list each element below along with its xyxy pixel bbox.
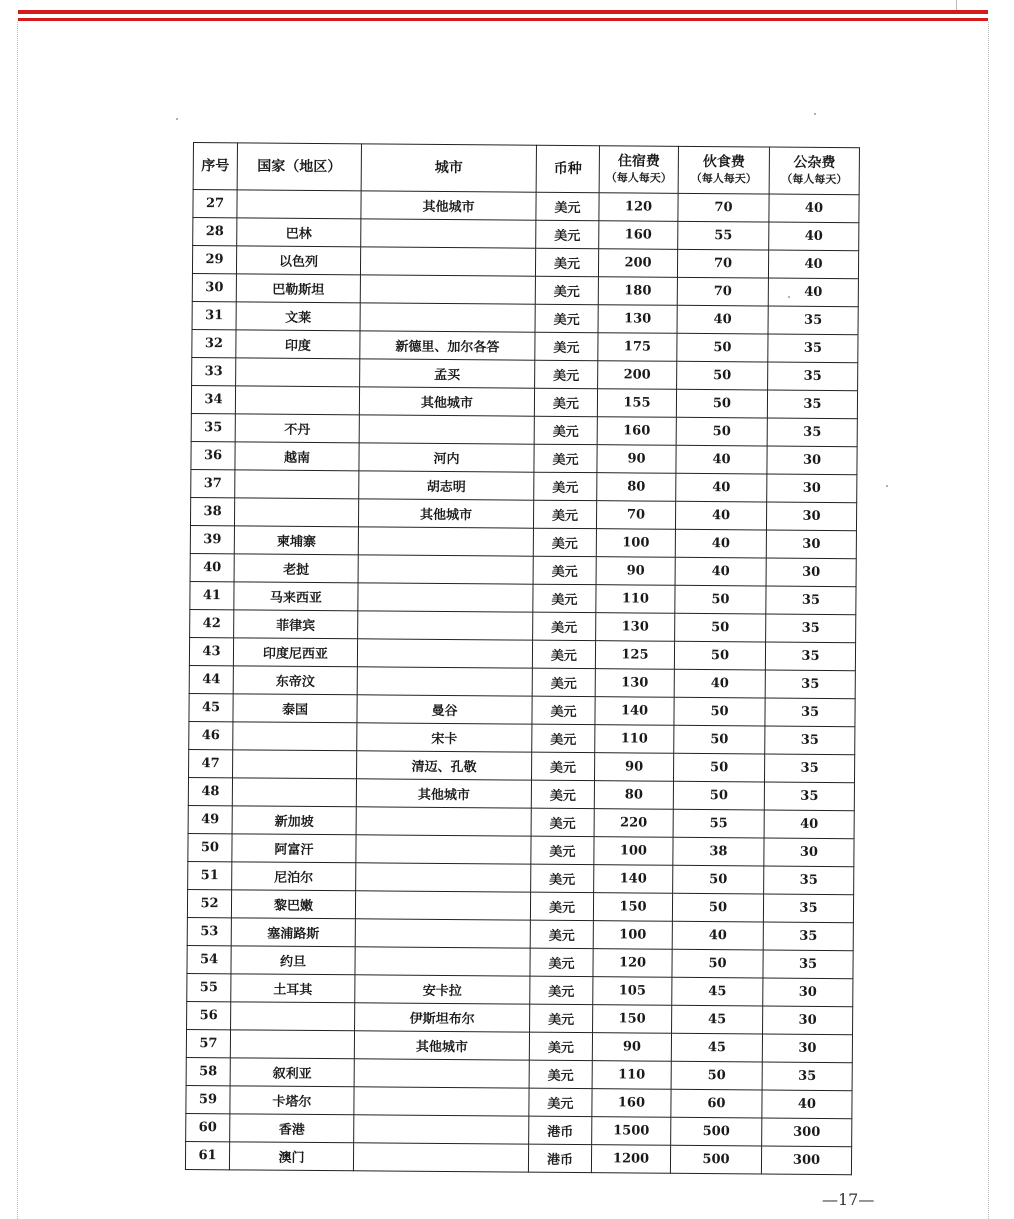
cell-meals: 50: [674, 697, 765, 726]
cell-city: [355, 891, 530, 920]
cell-currency: 美元: [531, 864, 594, 892]
cell-misc: 35: [765, 670, 855, 699]
cell-city: 胡志明: [359, 471, 534, 500]
cell-serial: 31: [192, 301, 236, 329]
cell-currency: 美元: [531, 808, 594, 836]
scan-speck: [886, 485, 888, 487]
cell-currency: 美元: [533, 612, 596, 640]
cell-serial: 52: [187, 889, 231, 917]
cell-misc: 35: [762, 1062, 852, 1091]
cell-city: [361, 219, 536, 248]
cell-country: [230, 1030, 354, 1059]
cell-serial: 33: [192, 357, 236, 385]
cell-lodging: 125: [595, 641, 674, 670]
cell-currency: 美元: [533, 500, 596, 528]
cell-misc: 30: [766, 530, 856, 559]
cell-lodging: 110: [595, 725, 674, 754]
cell-lodging: 90: [596, 557, 675, 586]
cell-currency: 美元: [535, 304, 598, 332]
cell-misc: 30: [766, 558, 856, 587]
cell-serial: 34: [191, 385, 235, 413]
cell-serial: 32: [192, 329, 236, 357]
header-lodging: 住宿费 （每人每天）: [599, 146, 678, 194]
cell-meals: 50: [674, 725, 765, 754]
cell-serial: 51: [188, 861, 232, 889]
cell-city: 伊斯坦布尔: [355, 1003, 530, 1032]
cell-serial: 61: [185, 1141, 229, 1169]
cell-lodging: 200: [598, 361, 677, 390]
cell-city: [354, 1115, 529, 1144]
cell-lodging: 90: [597, 445, 676, 474]
header-rule-bottom: [18, 18, 988, 21]
cell-serial: 47: [189, 749, 233, 777]
cell-lodging: 1200: [591, 1145, 670, 1174]
cell-serial: 27: [193, 190, 237, 218]
cell-city: [354, 1059, 529, 1088]
cell-country: 澳门: [229, 1142, 353, 1171]
cell-misc: 300: [762, 1118, 852, 1147]
cell-country: 土耳其: [231, 974, 355, 1003]
cell-currency: 美元: [535, 276, 598, 304]
cell-lodging: 110: [596, 585, 675, 614]
cell-lodging: 130: [595, 669, 674, 698]
cell-currency: 美元: [532, 696, 595, 724]
cell-country: 菲律宾: [234, 610, 358, 639]
cell-currency: 美元: [530, 976, 593, 1004]
cell-misc: 300: [761, 1146, 851, 1175]
cell-lodging: 100: [594, 837, 673, 866]
cell-serial: 53: [187, 917, 231, 945]
cell-meals: 50: [677, 333, 768, 362]
cell-city: 其他城市: [354, 1031, 529, 1060]
cell-misc: 35: [768, 362, 858, 391]
cell-meals: 45: [672, 977, 763, 1006]
scan-speck: [814, 113, 816, 115]
cell-city: [360, 275, 535, 304]
cell-meals: 40: [675, 529, 766, 558]
cell-serial: 58: [186, 1057, 230, 1085]
cell-meals: 40: [676, 445, 767, 474]
cell-meals: 50: [675, 585, 766, 614]
cell-lodging: 175: [598, 333, 677, 362]
cell-lodging: 155: [597, 389, 676, 418]
cell-city: 其他城市: [359, 387, 534, 416]
cell-misc: 35: [765, 726, 855, 755]
cell-country: 马来西亚: [234, 582, 358, 611]
cell-city: 曼谷: [357, 695, 532, 724]
cell-misc: 30: [763, 978, 853, 1007]
cell-currency: 美元: [535, 332, 598, 360]
cell-city: 其他城市: [356, 779, 531, 808]
cell-misc: 40: [769, 194, 859, 223]
cell-city: [358, 583, 533, 612]
cell-serial: 46: [189, 721, 233, 749]
cell-city: [356, 835, 531, 864]
cell-meals: 50: [672, 893, 763, 922]
header-currency: 币种: [536, 145, 599, 192]
cell-country: 以色列: [236, 246, 360, 275]
cell-serial: 29: [192, 246, 236, 274]
cell-misc: 40: [762, 1090, 852, 1119]
cell-serial: 54: [187, 945, 231, 973]
cell-city: 宋卡: [357, 723, 532, 752]
cell-city: [360, 247, 535, 276]
cell-city: [356, 807, 531, 836]
cell-misc: 40: [764, 810, 854, 839]
cell-lodging: 105: [593, 977, 672, 1006]
cell-city: [354, 1087, 529, 1116]
cell-serial: 56: [187, 1001, 231, 1029]
cell-lodging: 130: [596, 613, 675, 642]
cell-currency: 美元: [530, 892, 593, 920]
cell-city: [357, 639, 532, 668]
cell-currency: 美元: [536, 220, 599, 248]
cell-meals: 60: [671, 1089, 762, 1118]
cell-meals: 40: [674, 669, 765, 698]
cell-currency: 美元: [534, 416, 597, 444]
cell-city: [355, 947, 530, 976]
cell-currency: 美元: [534, 388, 597, 416]
cell-misc: 35: [766, 586, 856, 615]
cell-country: 尼泊尔: [232, 862, 356, 891]
cell-currency: 港币: [528, 1144, 591, 1172]
cell-serial: 37: [191, 469, 235, 497]
cell-misc: 35: [763, 894, 853, 923]
header-rule-top: [18, 10, 988, 14]
cell-meals: 40: [676, 473, 767, 502]
cell-country: 文莱: [236, 302, 360, 331]
cell-misc: 35: [765, 642, 855, 671]
cell-country: 印度: [236, 330, 360, 359]
cell-misc: 40: [769, 222, 859, 251]
cell-lodging: 160: [592, 1089, 671, 1118]
cell-currency: 美元: [530, 948, 593, 976]
cell-lodging: 150: [593, 893, 672, 922]
cell-lodging: 120: [593, 949, 672, 978]
cell-currency: 美元: [532, 668, 595, 696]
cell-country: 塞浦路斯: [231, 918, 355, 947]
cell-serial: 43: [189, 637, 233, 665]
cell-currency: 美元: [531, 752, 594, 780]
cell-misc: 30: [767, 474, 857, 503]
cell-serial: 38: [190, 497, 234, 525]
cell-country: 约旦: [231, 946, 355, 975]
cell-city: 其他城市: [358, 499, 533, 528]
cell-misc: 35: [767, 418, 857, 447]
cell-currency: 美元: [534, 472, 597, 500]
cell-currency: 美元: [533, 528, 596, 556]
header-country: 国家（地区）: [237, 143, 361, 191]
cell-city: 河内: [359, 443, 534, 472]
cell-meals: 40: [675, 557, 766, 586]
cell-country: [235, 386, 359, 415]
cell-meals: 50: [675, 613, 766, 642]
cell-meals: 45: [671, 1033, 762, 1062]
cell-serial: 40: [190, 553, 234, 581]
cell-meals: 50: [674, 641, 765, 670]
cell-misc: 35: [765, 698, 855, 727]
cell-city: [357, 667, 532, 696]
cell-currency: 美元: [529, 1060, 592, 1088]
cell-country: 叙利亚: [230, 1058, 354, 1087]
cell-serial: 28: [193, 218, 237, 246]
cell-currency: 港币: [529, 1116, 592, 1144]
cell-currency: 美元: [530, 920, 593, 948]
cell-country: [232, 778, 356, 807]
page-corner-mark: [956, 0, 957, 10]
cell-city: 新德里、加尔各答: [360, 331, 535, 360]
cell-country: [235, 470, 359, 499]
cell-meals: 55: [673, 809, 764, 838]
cell-currency: 美元: [533, 556, 596, 584]
cell-city: [359, 415, 534, 444]
cell-country: 黎巴嫩: [231, 890, 355, 919]
cell-lodging: 130: [598, 305, 677, 334]
cell-country: [233, 750, 357, 779]
cell-meals: 50: [676, 389, 767, 418]
cell-country: 柬埔寨: [234, 526, 358, 555]
cell-misc: 35: [768, 306, 858, 335]
cell-lodging: 200: [598, 249, 677, 278]
cell-misc: 35: [767, 390, 857, 419]
cell-country: 阿富汗: [232, 834, 356, 863]
cell-misc: 30: [767, 446, 857, 475]
cell-meals: 50: [671, 1061, 762, 1090]
cell-country: 东帝汶: [233, 666, 357, 695]
cell-serial: 45: [189, 693, 233, 721]
header-serial: 序号: [193, 143, 237, 190]
cell-lodging: 100: [593, 921, 672, 950]
cell-meals: 45: [672, 1005, 763, 1034]
table-header-row: [193, 143, 859, 195]
cell-misc: 35: [763, 922, 853, 951]
cell-country: 泰国: [233, 694, 357, 723]
cell-lodging: 150: [593, 1005, 672, 1034]
cell-country: 老挝: [234, 554, 358, 583]
cell-currency: 美元: [535, 360, 598, 388]
cell-country: 越南: [235, 442, 359, 471]
cell-lodging: 80: [597, 473, 676, 502]
cell-misc: 35: [764, 754, 854, 783]
cell-meals: 50: [673, 781, 764, 810]
cell-country: 不丹: [235, 414, 359, 443]
cell-currency: 美元: [536, 192, 599, 220]
cell-city: 安卡拉: [355, 975, 530, 1004]
header-misc: 公杂费 （每人每天）: [769, 147, 859, 195]
cell-meals: 70: [677, 249, 768, 278]
cell-serial: 57: [186, 1029, 230, 1057]
cell-serial: 55: [187, 973, 231, 1001]
travel-allowance-table: [185, 142, 860, 1175]
cell-serial: 35: [191, 413, 235, 441]
cell-serial: 39: [190, 525, 234, 553]
cell-city: [355, 919, 530, 948]
cell-serial: 49: [188, 805, 232, 833]
cell-country: [234, 498, 358, 527]
cell-currency: 美元: [532, 724, 595, 752]
cell-meals: 50: [673, 753, 764, 782]
cell-meals: 70: [678, 193, 769, 222]
cell-serial: 41: [190, 581, 234, 609]
cell-currency: 美元: [531, 780, 594, 808]
cell-misc: 35: [766, 614, 856, 643]
table-body: [185, 190, 859, 1175]
cell-currency: 美元: [533, 584, 596, 612]
scan-speck: [176, 118, 178, 120]
cell-currency: 美元: [534, 444, 597, 472]
cell-misc: 30: [763, 1006, 853, 1035]
cell-currency: 美元: [531, 836, 594, 864]
cell-meals: 50: [677, 361, 768, 390]
cell-country: 香港: [230, 1114, 354, 1143]
cell-serial: 50: [188, 833, 232, 861]
cell-serial: 59: [186, 1085, 230, 1113]
cell-misc: 40: [768, 278, 858, 307]
cell-serial: 36: [191, 441, 235, 469]
cell-currency: 美元: [529, 1088, 592, 1116]
cell-misc: 35: [764, 866, 854, 895]
cell-misc: 30: [762, 1034, 852, 1063]
cell-city: 其他城市: [361, 191, 536, 220]
page-margin-left: [17, 22, 18, 1219]
page-number: —17—: [822, 1190, 875, 1209]
cell-lodging: 160: [597, 417, 676, 446]
cell-lodging: 140: [594, 865, 673, 894]
cell-meals: 50: [676, 417, 767, 446]
cell-city: [358, 555, 533, 584]
cell-country: 卡塔尔: [230, 1086, 354, 1115]
scanned-table-sheet: [185, 142, 860, 1175]
cell-city: [358, 527, 533, 556]
cell-meals: 55: [678, 221, 769, 250]
cell-meals: 40: [672, 921, 763, 950]
cell-country: [236, 358, 360, 387]
cell-misc: 40: [768, 250, 858, 279]
cell-serial: 42: [190, 609, 234, 637]
cell-currency: 美元: [529, 1032, 592, 1060]
cell-lodging: 180: [598, 277, 677, 306]
header-city: 城市: [361, 144, 536, 192]
cell-lodging: 100: [596, 529, 675, 558]
cell-country: [237, 190, 361, 219]
cell-meals: 500: [671, 1117, 762, 1146]
cell-meals: 40: [675, 501, 766, 530]
header-meals: 伙食费 （每人每天）: [678, 146, 769, 194]
cell-currency: 美元: [535, 248, 598, 276]
cell-lodging: 220: [594, 809, 673, 838]
cell-meals: 500: [670, 1145, 761, 1174]
cell-misc: 30: [764, 838, 854, 867]
cell-serial: 48: [188, 777, 232, 805]
cell-misc: 35: [764, 782, 854, 811]
cell-misc: 35: [768, 334, 858, 363]
cell-serial: 30: [192, 273, 236, 301]
cell-meals: 50: [673, 865, 764, 894]
cell-serial: 44: [189, 665, 233, 693]
cell-country: [231, 1002, 355, 1031]
cell-meals: 50: [672, 949, 763, 978]
cell-meals: 38: [673, 837, 764, 866]
cell-misc: 35: [763, 950, 853, 979]
cell-city: 清迈、孔敬: [357, 751, 532, 780]
table-row: [185, 1141, 851, 1174]
cell-misc: 30: [766, 502, 856, 531]
cell-country: 巴勒斯坦: [236, 274, 360, 303]
cell-lodging: 70: [596, 501, 675, 530]
cell-meals: 40: [677, 305, 768, 334]
cell-country: 巴林: [237, 218, 361, 247]
cell-meals: 70: [677, 277, 768, 306]
cell-city: [360, 303, 535, 332]
cell-country: 印度尼西亚: [233, 638, 357, 667]
cell-city: 孟买: [360, 359, 535, 388]
cell-city: [356, 863, 531, 892]
cell-lodging: 160: [599, 221, 678, 250]
cell-country: [233, 722, 357, 751]
page-margin-right: [988, 22, 989, 1219]
cell-lodging: 1500: [592, 1117, 671, 1146]
cell-currency: 美元: [532, 640, 595, 668]
cell-city: [353, 1143, 528, 1172]
cell-lodging: 80: [594, 781, 673, 810]
cell-lodging: 90: [594, 753, 673, 782]
cell-lodging: 120: [599, 193, 678, 222]
cell-serial: 60: [186, 1113, 230, 1141]
cell-lodging: 110: [592, 1061, 671, 1090]
cell-country: 新加坡: [232, 806, 356, 835]
cell-lodging: 90: [592, 1033, 671, 1062]
cell-city: [358, 611, 533, 640]
cell-currency: 美元: [530, 1004, 593, 1032]
cell-lodging: 140: [595, 697, 674, 726]
